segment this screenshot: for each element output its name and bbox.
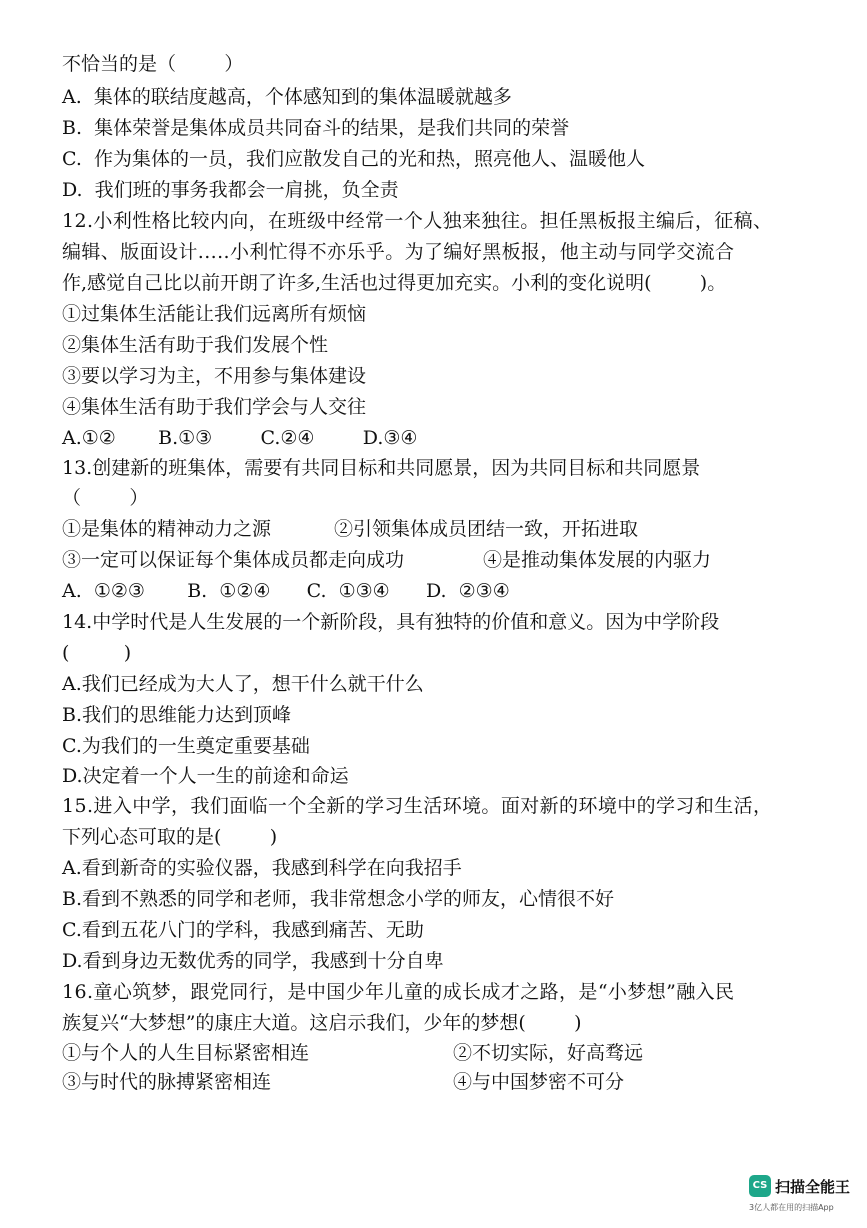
text-line: 编辑、版面设计.....小利忙得不亦乐乎。为了编好黑板报，他主动与同学交流合 [62, 241, 735, 263]
text-line: 族复兴“大梦想”的康庄大道。这启示我们，少年的梦想( ) [62, 1012, 582, 1034]
answer-options: A. ①②③ B. ①②④ C. ①③④ D. ②③④ [62, 580, 510, 602]
option-b: B. 集体荣誉是集体成员共同奋斗的结果，是我们共同的荣誉 [62, 117, 570, 139]
option-d: D.看到身边无数优秀的同学，我感到十分自卑 [62, 950, 444, 972]
statement-1: ①是集体的精神动力之源 [62, 518, 272, 540]
statement-2: ②不切实际，好高骛远 [453, 1042, 644, 1064]
option-c: C.为我们的一生奠定重要基础 [62, 735, 310, 757]
question-12: 12.小利性格比较内向，在班级中经常一个人独来独往。担任黑板报主编后，征稿、 [62, 210, 773, 232]
text-line: 作,感觉自己比以前开朗了许多,生活也过得更加充实。小利的变化说明( )。 [62, 272, 727, 294]
option-d: D. 我们班的事务我都会一肩挑，负全责 [62, 179, 399, 201]
option-a: A. 集体的联结度越高，个体感知到的集体温暖就越多 [62, 86, 512, 108]
watermark-app-name: 扫描全能王 [775, 1178, 851, 1196]
answer-blank: （ ） [62, 487, 149, 509]
option-c: C. 作为集体的一员，我们应散发自己的光和热，照亮他人、温暖他人 [62, 148, 645, 170]
text-line: 不恰当的是（ ） [62, 53, 244, 75]
option-b: B.看到不熟悉的同学和老师，我非常想念小学的师友，心情很不好 [62, 888, 615, 910]
watermark-tagline: 3亿人都在用的扫描App [749, 1203, 834, 1212]
camscanner-logo-icon: CS [749, 1175, 771, 1197]
option-b: B.我们的思维能力达到顶峰 [62, 704, 292, 726]
text-line: 下列心态可取的是( ) [62, 826, 278, 848]
statement-1: ①与个人的人生目标紧密相连 [62, 1042, 310, 1064]
question-14: 14.中学时代是人生发展的一个新阶段，具有独特的价值和意义。因为中学阶段 [62, 611, 720, 633]
statement-3: ③一定可以保证每个集体成员都走向成功 [62, 549, 405, 571]
option-a: A.看到新奇的实验仪器，我感到科学在向我招手 [62, 857, 462, 879]
question-13: 13.创建新的班集体，需要有共同目标和共同愿景，因为共同目标和共同愿景 [62, 457, 701, 479]
option-c: C.看到五花八门的学科，我感到痛苦、无助 [62, 919, 424, 941]
question-16: 16.童心筑梦，跟党同行，是中国少年儿童的成长成才之路，是“小梦想”融入民 [62, 981, 735, 1003]
question-15: 15.进入中学，我们面临一个全新的学习生活环境。面对新的环境中的学习和生活， [62, 795, 773, 817]
statement-4: ④是推动集体发展的内驱力 [483, 549, 712, 571]
statement-4: ④与中国梦密不可分 [453, 1071, 625, 1093]
statement-3: ③与时代的脉搏紧密相连 [62, 1071, 272, 1093]
statement-1: ①过集体生活能让我们远离所有烦恼 [62, 303, 367, 325]
statement-4: ④集体生活有助于我们学会与人交往 [62, 396, 367, 418]
answer-options: A.①② B.①③ C.②④ D.③④ [62, 427, 418, 449]
statement-2: ②引领集体成员团结一致，开拓进取 [334, 518, 639, 540]
statement-3: ③要以学习为主，不用参与集体建设 [62, 365, 367, 387]
answer-blank: ( ) [62, 642, 132, 664]
statement-2: ②集体生活有助于我们发展个性 [62, 334, 329, 356]
option-d: D.决定着一个人一生的前途和命运 [62, 765, 349, 787]
option-a: A.我们已经成为大人了，想干什么就干什么 [62, 673, 424, 695]
